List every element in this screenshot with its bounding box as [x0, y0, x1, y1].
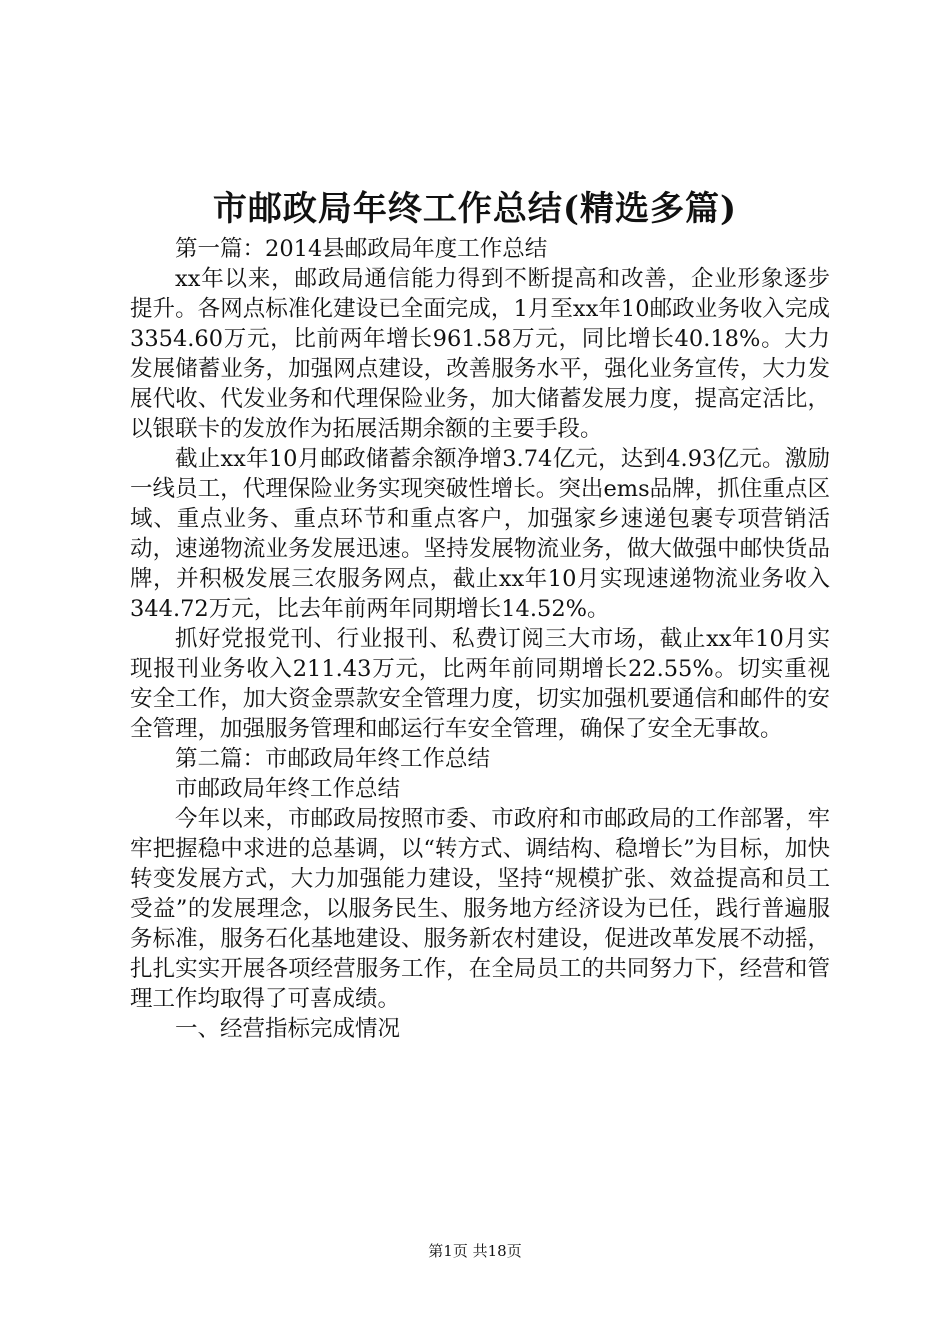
paragraph: 抓好党报党刊、行业报刊、私费订阅三大市场，截止xx年10月实现报刊业务收入211.43万元，比两年前同期增长22.55%。切实重视安全工作，加大资金票款安全管理力度，切实加强机要通信和邮件的安全管理，加强服务管理和邮运行车安全管理，确保了安全无事故。 — [130, 626, 830, 742]
paragraph: 截止xx年10月邮政储蓄余额净增3.74亿元，达到4.93亿元。激励一线员工，代理保险业务实现突破性增长。突出ems品牌，抓住重点区域、重点业务、重点环节和重点客户，加强家乡速递包裹专项营销活动，速递物流业务发展迅速。坚持发展物流业务，做大做强中邮快货品牌，并积极发展三农服务网点，截止xx年10月实现速递物流业务收入344.72万元，比去年前两年同期增长14.52%。 — [130, 446, 830, 622]
paragraph: 今年以来，市邮政局按照市委、市政府和市邮政局的工作部署，牢牢把握稳中求进的总基调，以“转方式、调结构、稳增长”为目标，加快转变发展方式，大力加强能力建设，坚持“规模扩张、效益提高和员工受益”的发展理念，以服务民生、服务地方经济设为已任，践行普遍服务标准，服务石化基地建设、服务新农村建设，促进改革发展不动摇，扎扎实实开展各项经营服务工作，在全局员工的共同努力下，经营和管理工作均取得了可喜成绩。 — [130, 806, 830, 1012]
paragraph: xx年以来，邮政局通信能力得到不断提高和改善，企业形象逐步提升。各网点标准化建设已全面完成，1月至xx年10邮政业务收入完成3354.60万元，比前两年增长961.58万元，同比增长40.18%。大力发展储蓄业务，加强网点建设，改善服务水平，强化业务宣传，大力发展代收、代发业务和代理保险业务，加大储蓄发展力度，提高定活比，以银联卡的发放作为拓展活期余额的主要手段。 — [130, 266, 830, 442]
subsection-heading: 一、经营指标完成情况 — [175, 1016, 401, 1042]
section-heading-1: 第一篇：2014县邮政局年度工作总结 — [175, 236, 548, 262]
document-title: 市邮政局年终工作总结(精选多篇) — [212, 189, 738, 229]
section-heading-2: 第二篇：市邮政局年终工作总结 — [175, 746, 491, 772]
page-footer: 第1页 共18页 — [428, 1242, 522, 1260]
document-body — [130, 234, 830, 1044]
subtitle: 市邮政局年终工作总结 — [175, 776, 401, 802]
